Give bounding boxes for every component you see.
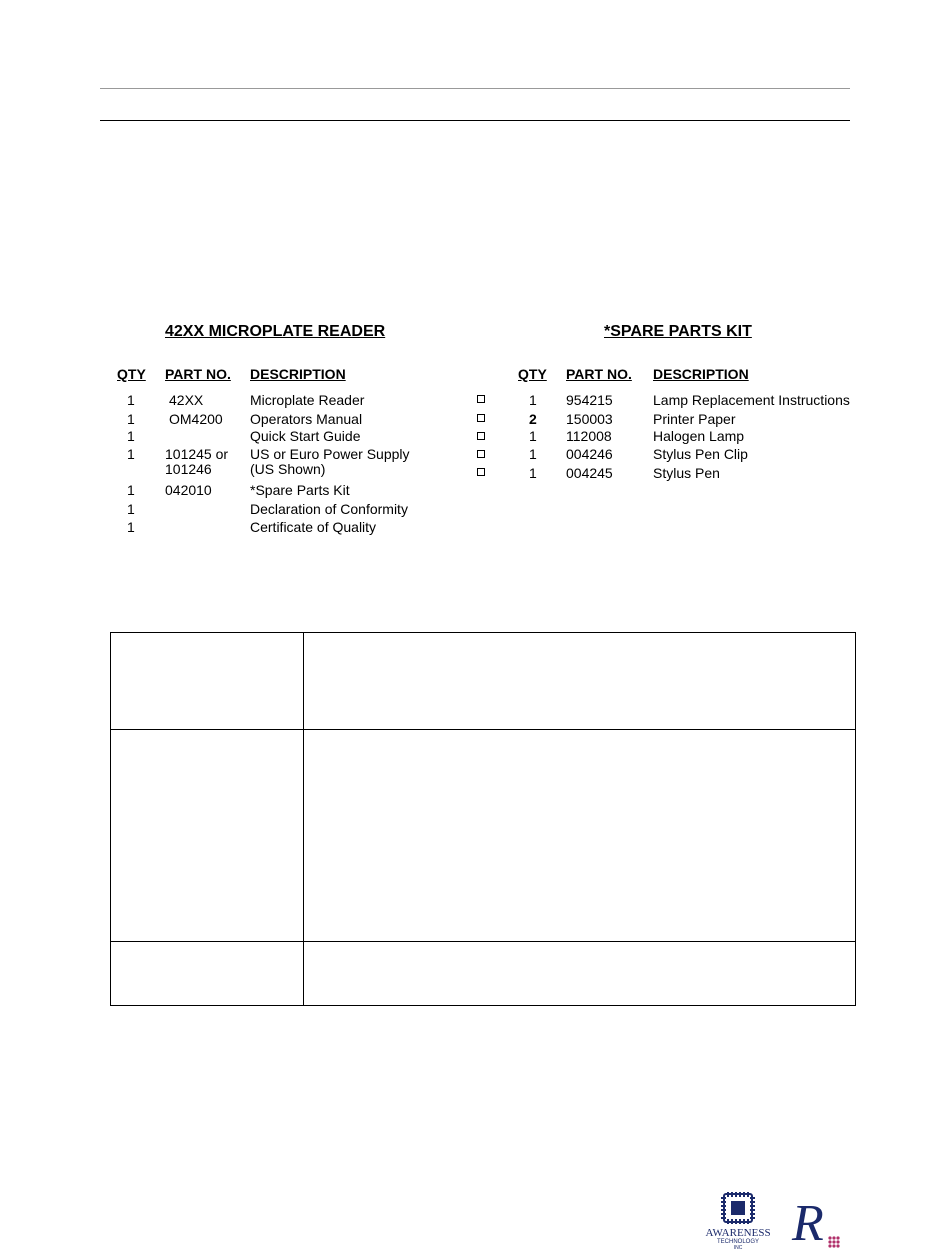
reader-row-desc: Operators Manual	[250, 411, 363, 427]
spare-row-checkbox[interactable]	[477, 395, 485, 403]
spare-row-checkbox[interactable]	[477, 468, 485, 476]
reader-row-desc: Certificate of Quality	[250, 519, 377, 535]
reader-section-title: 42XX MICROPLATE READER	[165, 323, 386, 340]
reader-row-desc: Microplate Reader	[250, 392, 365, 408]
spare-row-part: 004245	[566, 465, 613, 481]
notes-table-row	[111, 730, 855, 942]
reader-row-part-line2: 101246	[165, 461, 212, 477]
spare-section-title: *SPARE PARTS KIT	[604, 323, 752, 340]
r-brand-logo	[788, 1192, 846, 1252]
r-logo-letter: R	[792, 1195, 824, 1252]
reader-row-desc: US or Euro Power Supply	[250, 446, 410, 462]
spare-row-part: 004246	[566, 446, 613, 462]
reader-row-qty: 1	[127, 392, 135, 408]
reader-row-qty: 1	[127, 446, 135, 462]
reader-row-qty: 1	[127, 428, 135, 444]
reader-row-desc: Quick Start Guide	[250, 428, 361, 444]
notes-table-row	[111, 942, 855, 1005]
reader-qty-header: QTY	[117, 366, 146, 382]
reader-row-desc: Declaration of Conformity	[250, 501, 408, 517]
spare-row-part: 112008	[566, 428, 612, 444]
spare-row-part: 954215	[566, 392, 613, 408]
spare-row-desc: Lamp Replacement Instructions	[653, 392, 850, 408]
awareness-logo-inc: INC	[733, 1245, 743, 1250]
reader-row-part: OM4200	[169, 411, 223, 427]
reader-row-qty: 1	[127, 519, 135, 535]
reader-row-qty: 1	[127, 501, 135, 517]
reader-desc-header: DESCRIPTION	[250, 366, 346, 382]
spare-row-desc: Stylus Pen	[653, 465, 720, 481]
spare-row-qty: 1	[529, 465, 537, 481]
reader-row-desc: *Spare Parts Kit	[250, 482, 350, 498]
spare-row-qty: 1	[529, 392, 537, 408]
spare-qty-header: QTY	[518, 366, 547, 382]
awareness-logo-text: AWARENESS	[705, 1227, 771, 1239]
spare-part-header: PART NO.	[566, 366, 632, 382]
spare-row-checkbox[interactable]	[477, 450, 485, 458]
reader-row-part: 42XX	[169, 392, 204, 408]
spare-row-part: 150003	[566, 411, 613, 427]
spare-row-desc: Printer Paper	[653, 411, 736, 427]
reader-row-part: 101245 or	[165, 446, 229, 462]
notes-table	[110, 632, 856, 1006]
notes-table-column-divider	[303, 633, 304, 1005]
spare-desc-header: DESCRIPTION	[653, 366, 749, 382]
spare-row-qty: 2	[529, 411, 537, 427]
reader-row-part: 042010	[165, 482, 212, 498]
reader-row-qty: 1	[127, 482, 135, 498]
notes-table-row	[111, 633, 855, 730]
awareness-logo-subtext: TECHNOLOGY	[716, 1239, 760, 1245]
reader-part-header: PART NO.	[165, 366, 231, 382]
spare-row-qty: 1	[529, 446, 537, 462]
header-rule-bottom	[100, 120, 850, 121]
header-rule-top	[100, 88, 850, 89]
spare-row-checkbox[interactable]	[477, 432, 485, 440]
spare-row-checkbox[interactable]	[477, 414, 485, 422]
reader-row-qty: 1	[127, 411, 135, 427]
spare-row-desc: Halogen Lamp	[653, 428, 745, 444]
spare-row-desc: Stylus Pen Clip	[653, 446, 748, 462]
spare-row-qty: 1	[529, 428, 537, 444]
awareness-technology-logo	[700, 1192, 776, 1250]
reader-row-desc-line2: (US Shown)	[250, 461, 326, 477]
